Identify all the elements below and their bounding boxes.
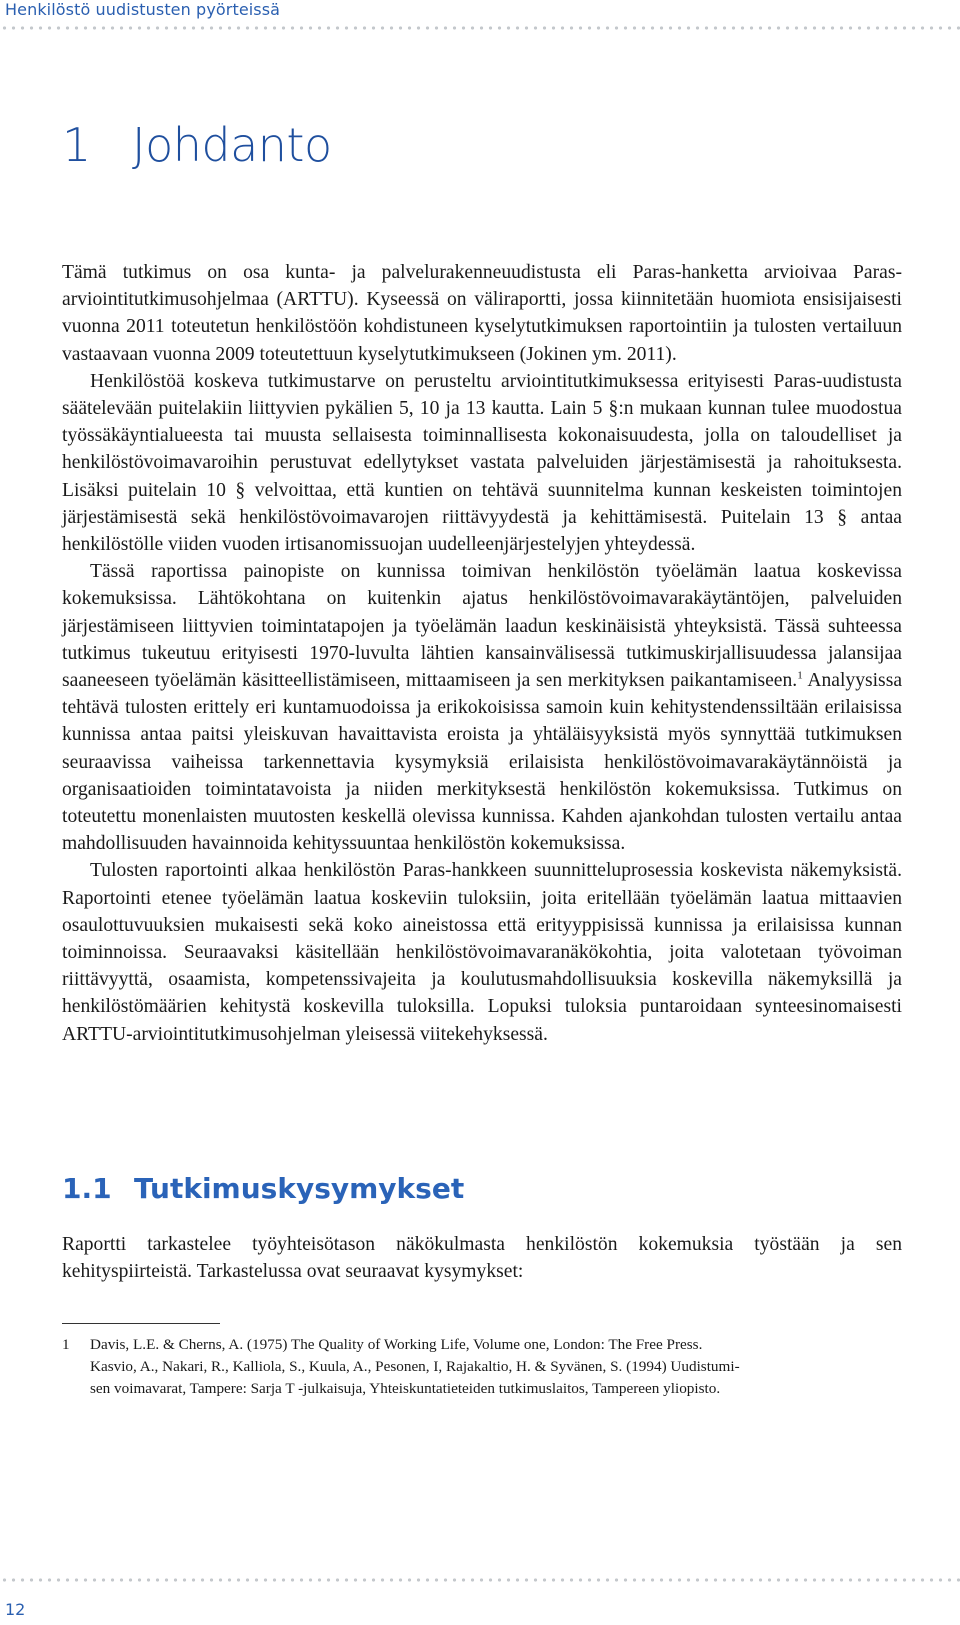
section-body-text [62,1231,902,1285]
footnote [62,1334,862,1400]
paragraph-intro: Tämä tutkimus on osa kunta- ja palvelurakenneuudistusta eli Paras-hanketta arvioivaa Paras-arviointitutkimusohjelmaa (ARTTU). Kyseessä on väliraportti, jossa kiinnitetään huomiota ensisijaisesti vuonna 2011 toteutetun henkilöstöön kohdistuneen kyselytutkimuksen raportointiin ja tulosten vertailuun vastaavaan vuonna 2009 toteutettuun kyselytutkimukseen (Jokinen ym. 2011). [62,262,902,365]
footer-dotted-rule [0,1577,960,1583]
footnote-reference[interactable]: 1 [797,669,803,682]
paragraph-analysis-text: Analyysissa tehtävä tulosten erittely eri kuntamuodoissa ja erikokoisissa samoin kuin kehitystendenssiltään erilaisissa kunnissa antaa paitsi yleiskuvan havaittavista eroista ja yhtäläisyyksistä myös synnyttää tutkimuksen seuraavissa vaiheissa tarkennettavia kysymyksiä erilaisista henkilöstövoimavarakäytännöistä ja organisaatioiden toimintatavoista ja niiden merkityksestä henkilöstön kokemuksissa. Tutkimus on toteutettu monenlaisten muutosten keskellä olevissa kunnissa. Kahden ajankohdan tulosten vertailu antaa mahdollisuuden havainnoida kehityssuuntaa henkilöstön kokemuksissa. [62,670,903,855]
footnote-body [90,1334,862,1400]
footnote-number: 1 [62,1336,70,1353]
chapter-title [62,118,332,172]
chapter-number: 1 [62,118,91,172]
section-number: 1.1 [62,1172,112,1205]
footnote-rule [62,1323,220,1324]
page-number: 12 [5,1600,26,1619]
footnote-line: sen voimavarat, Tampere: Sarja T -julkaisuja, Yhteiskuntatieteiden tutkimuslaitos, Tampereen yliopisto. [90,1380,721,1397]
chapter-title-text: Johdanto [132,118,332,172]
paragraph-legislation: Henkilöstöä koskeva tutkimustarve on perusteltu arviointitutkimuksessa erityisesti Paras-uudistusta säätelevään puitelakiin liittyvien pykälien 5, 10 ja 13 kautta. Lain 5 §:n mukaan kunnan tulee muodostua työssäkäyntialueesta tai muusta sellaisesta toiminnallisesta kokonaisuudesta, jolla on taloudelliset ja henkilöstövoimavaroihin perustuvat edellytykset vastata palveluiden järjestämisestä ja rahoituksesta. Lisäksi puitelain 10 § velvoittaa, että kuntien on tehtävä suunnitelma kunnan keskeisten toimintojen järjestämisestä sekä henkilöstövoimavarojen riittävyydestä ja kehittämisestä. Puitelain 13 § antaa henkilöstölle viiden vuoden irtisanomissuojan uudelleenjärjestelyjen yhteydessä. [62,370,902,556]
section-paragraph: Raportti tarkastelee työyhteisötason näkökulmasta henkilöstön kokemuksia työstään ja sen kehityspiirteistä. Tarkastelussa ovat seuraavat kysymykset: [62,1234,902,1283]
main-body-text [62,259,902,1048]
paragraph-focus-text: Tässä raportissa painopiste on kunnissa toimivan henkilöstön työelämän laatua koskevissa kokemuksissa. Lähtökohtana on kuitenkin ajatus henkilöstövoimavarakäytäntöjen, palveluiden järjestämiseen liittyvien toimintatapojen ja työelämän laadun keskinäisistä yhteyksistä. Tässä suhteessa tutkimus tukeutuu erityisesti 1970-luvulta lähtien kansainvälisessä tutkimuskirjallisuudessa jalansijaa saaneeseen työelämän käsitteellistämiseen, mittaamiseen ja sen merkityksen paikantamiseen. [62,561,902,692]
footnote-line: Kasvio, A., Nakari, R., Kalliola, S., Kuula, A., Pesonen, I, Rajakaltio, H. & Syvänen, S. (1994) Uudistumi- [90,1358,740,1375]
section-title [62,1172,464,1205]
footnote-line: Davis, L.E. & Cherns, A. (1975) The Quality of Working Life, Volume one, London: The Free Press. [90,1336,703,1353]
header-dotted-rule [0,25,960,31]
running-header: Henkilöstö uudistusten pyörteissä [5,0,281,19]
paragraph-focus [62,558,902,857]
section-title-text: Tutkimuskysymykset [134,1172,465,1205]
paragraph-reporting: Tulosten raportointi alkaa henkilöstön Paras-hankkeen suunnitteluprosessia koskevista näkemyksistä. Raportointi etenee työelämän laatua koskeviin tuloksiin, joita eritellään työelämän laatua mittaavien osaulottuvuuksien mukaisesti sekä koko aineistossa että erityyppisissä kunnissa ja erilaisissa kunnan toiminnoissa. Seuraavaksi käsitellään henkilöstövoimavaranäkökohtia, joita valotetaan työvoiman riittävyyttä, osaamista, kompetenssivajeita ja koulutusmahdollisuuksia koskevilla näkemyksillä ja henkilöstömäärien kehitystä koskevilla tuloksilla. Lopuksi tuloksia puntaroidaan synteesinomaisesti ARTTU-arviointitutkimusohjelman yleisessä viitekehyksessä. [62,860,902,1045]
